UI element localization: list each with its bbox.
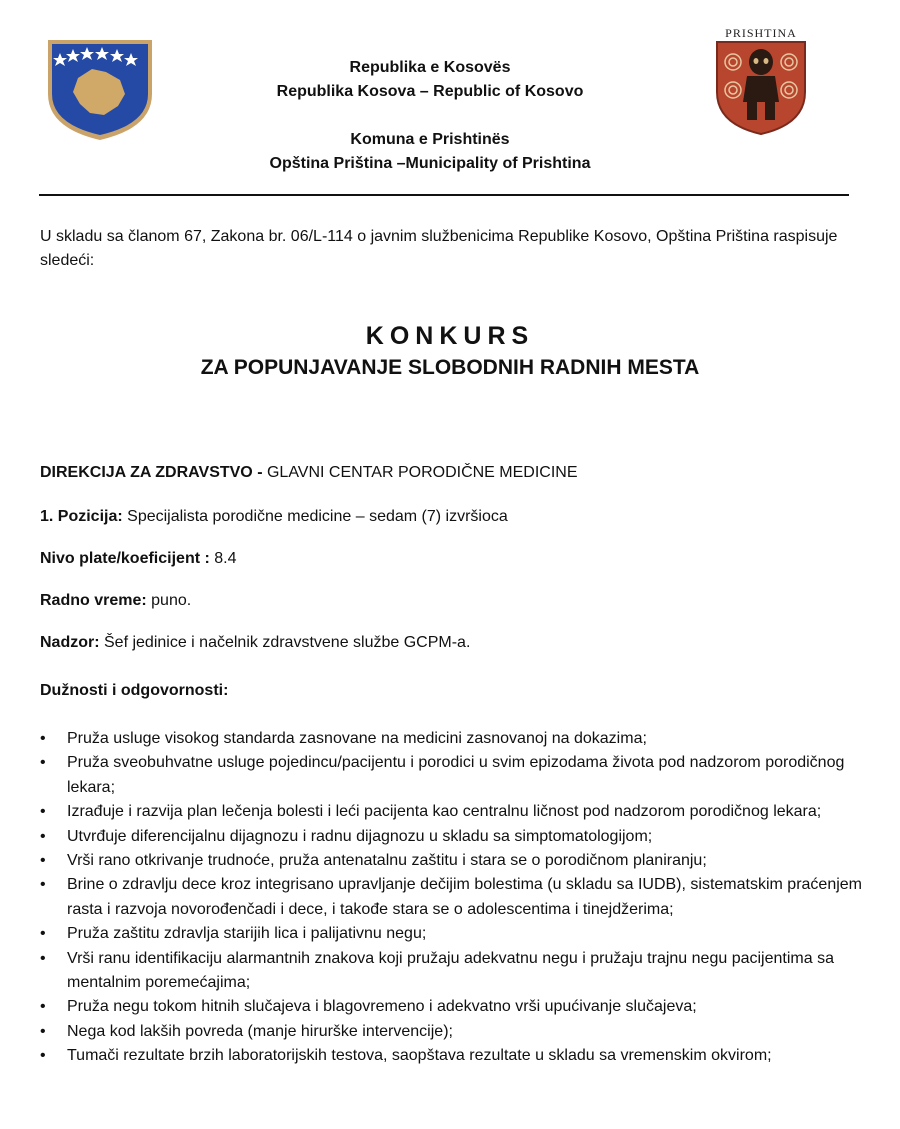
hours-line [40,590,191,612]
header-municipality-serbian-english: Opština Priština –Municipality of Prishtina [269,155,591,172]
duty-item: • Brine o zdravlju dece kroz integrisano upravljanje dečijim bolestima (u skladu sa IUDB), sistematskim praćenjem rasta i razvoja novorođenčadi i dece, i takođe stara se o adolescentima i tinejdžerima; [40,873,880,922]
supervision-value: Šef jedinice i načelnik zdravstvene službe GCPM-a. [99,634,471,651]
header-country-serbian-english: Republika Kosova – Republic of Kosovo [276,83,584,100]
directorate-separator: - [252,464,267,481]
supervision-line [40,632,470,654]
seal-title: PRISHTINA [725,26,797,40]
duty-item: • Vrši ranu identifikaciju alarmantnih znakova koji pružaju adekvatnu negu i pružaju trajnu negu pacijentima sa mentalnim poremećajima; [40,947,880,996]
position-value: Specijalista porodične medicine – sedam (7) izvršioca [122,508,508,525]
document-header [0,56,860,176]
header-divider [39,194,849,196]
document-title: KONKURS [365,322,535,350]
duty-item: • Pruža sveobuhvatne usluge pojedincu/pacijentu i porodici u svim epizodama života pod nadzorom porodičnog lekara; [40,751,880,800]
duty-item: • Utvrđuje diferencijalnu dijagnozu i radnu dijagnozu u skladu sa simptomatologijom; [40,825,880,849]
header-municipality-albanian: Komuna e Prishtinës [350,131,510,148]
salary-label: Nivo plate/koeficijent : [40,550,210,567]
intro-paragraph: U skladu sa članom 67, Zakona br. 06/L-114 o javnim službenicima Republike Kosovo, Opština Priština raspisuje sledeći: [40,228,838,269]
duty-item: • Tumači rezultate brzih laboratorijskih testova, saopštava rezultate u skladu sa vremenskim okvirom; [40,1044,880,1068]
directorate-value: GLAVNI CENTAR PORODIČNE MEDICINE [266,464,578,481]
position-label: 1. Pozicija: [40,508,123,525]
salary-value: 8.4 [209,550,237,567]
supervision-label: Nadzor: [40,634,100,651]
hours-value: puno. [146,592,192,609]
directorate-label: DIREKCIJA ZA ZDRAVSTVO [40,464,253,481]
directorate-line [40,462,578,484]
duty-item: • Pruža negu tokom hitnih slučajeva i blagovremeno i adekvatno vrši upućivanje slučajeva; [40,995,880,1019]
duty-item: • Vrši rano otkrivanje trudnoće, pruža antenatalnu zaštitu i stara se o porodičnom planiranju; [40,849,880,873]
duties-heading: Dužnosti i odgovornosti: [40,682,229,699]
hours-label: Radno vreme: [40,592,147,609]
document-subtitle: ZA POPUNJAVANJE SLOBODNIH RADNIH MESTA [200,356,700,379]
header-country-albanian: Republika e Kosovës [349,59,511,76]
position-line [40,506,508,528]
duty-item: • Pruža usluge visokog standarda zasnovane na medicini zasnovanoj na dokazima; [40,727,880,751]
duties-list [40,727,880,1069]
duty-item: • Izrađuje i razvija plan lečenja bolesti i leći pacijenta kao centralnu ličnost pod nadzorom porodičnog lekara; [40,800,880,824]
salary-line [40,548,237,570]
duty-item: • Pruža zaštitu zdravlja starijih lica i palijativnu negu; [40,922,880,946]
duty-item: • Nega kod lakših povreda (manje hirurške intervencije); [40,1020,880,1044]
